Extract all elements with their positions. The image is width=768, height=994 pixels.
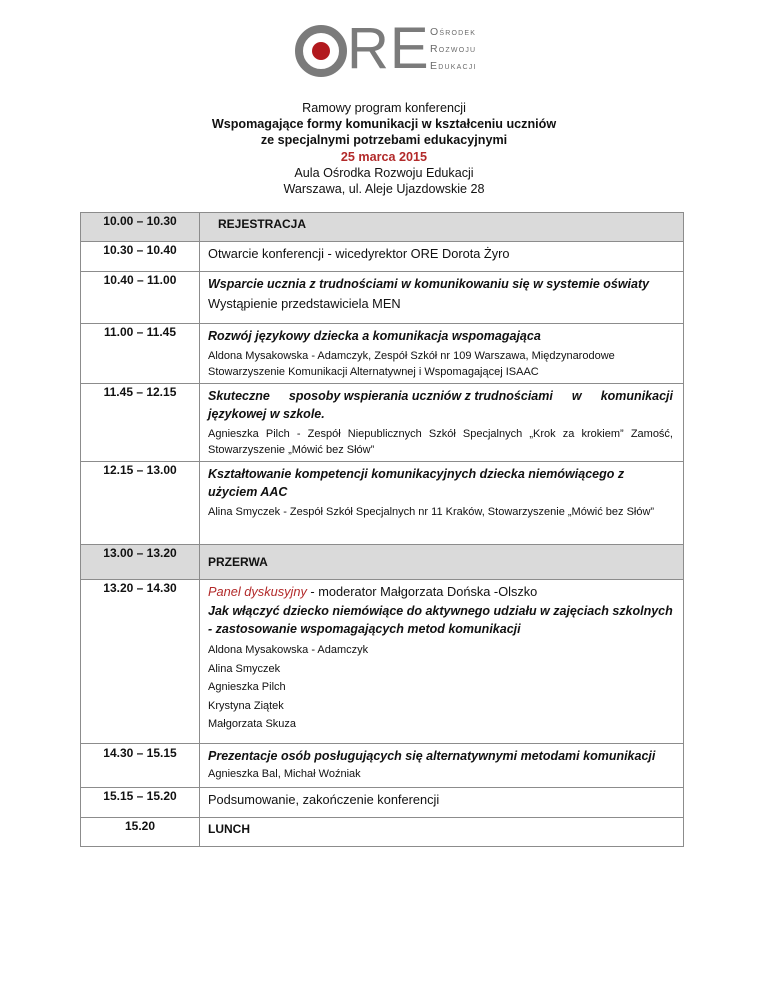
table-row [81,462,684,545]
time-cell: 10.40 – 11.00 [81,272,200,324]
table-row [81,384,684,462]
heading-line-1: Ramowy program konferencji [302,101,466,115]
time-cell: 13.20 – 14.30 [81,580,200,744]
time-cell: 12.15 – 13.00 [81,462,200,545]
program-table [80,212,684,847]
session-label: REJESTRACJA [218,217,307,231]
session-title-word: komunikacji [600,389,673,403]
session-title: Kształtowanie kompetencji komunikacyjnych dziecka niemówiącego z użyciem AAC [208,467,625,499]
panelist: Alina Smyczek [208,662,281,675]
conference-title-line-1: Wspomagające formy komunikacji w kształceniu uczniów [211,117,557,132]
time-cell: 10.00 – 10.30 [81,213,200,242]
session-title: Prezentacje osób posługujących się alternatywnymi metodami komunikacji [208,749,656,763]
session-title: Wsparcie ucznia z trudnościami w komunikowaniu się w systemie oświaty [208,277,650,291]
table-row [81,818,684,847]
conference-venue: Aula Ośrodka Rozwoju Edukacji [294,165,474,180]
session-label: Otwarcie konferencji - wicedyrektor ORE Dorota Żyro [208,246,510,261]
session-speaker: Agnieszka Bal, Michał Woźniak [208,768,361,780]
panel-label: Panel dyskusyjny [208,584,307,599]
description-cell [200,272,684,324]
time-cell: 13.00 – 13.20 [81,545,200,580]
table-row [81,272,684,324]
table-row [81,324,684,384]
session-label: LUNCH [208,822,250,836]
session-title-word: w [571,389,582,403]
logo-word-3: Edukacji [430,60,477,72]
panelist: Agnieszka Pilch [208,681,286,693]
session-title [208,387,673,405]
panelist: Krystyna Ziątek [208,699,284,712]
time-cell: 15.20 [81,818,200,847]
table-row [81,788,684,818]
table-row [81,242,684,272]
time-cell: 11.45 – 12.15 [81,384,200,462]
logo-word-1: Ośrodek [430,26,477,38]
time-cell: 15.15 – 15.20 [81,788,200,818]
panelist-list [208,641,673,734]
description-cell [200,242,684,272]
session-title-word: Skuteczne [208,389,270,403]
ore-logo-mark-icon [294,24,348,78]
ore-logo [294,16,494,81]
description-cell [200,213,684,242]
session-label: PRZERWA [208,555,268,569]
panelist: Małgorzata Skuza [208,718,297,730]
description-cell [200,744,684,788]
description-cell [200,580,684,744]
table-row [81,213,684,242]
description-cell [200,545,684,580]
session-title: Rozwój językowy dziecka a komunikacja wspomagająca [208,329,541,343]
time-cell: 14.30 – 15.15 [81,744,200,788]
table-row [81,580,684,744]
logo-word-2: Rozwoju [430,43,477,55]
panel-heading [208,583,673,600]
panel-moderator: - moderator Małgorzata Dońska -Olszko [306,584,538,599]
description-cell [200,324,684,384]
session-speaker: Agnieszka Pilch - Zespół Niepublicznych Szkół Specjalnych „Krok za krokiem” Zamość, Stowarzyszenie „Mówić bez Słów” [208,428,673,456]
session-title: Jak włączyć dziecko niemówiące do aktywnego udziału w zajęciach szkolnych - zastosowanie wspomagających metod komunikacji [208,604,673,636]
description-cell [200,462,684,545]
logo-words [430,24,477,75]
time-cell: 11.00 – 11.45 [81,324,200,384]
session-title-line-2: językowej w szkole. [208,407,325,421]
description-cell [200,788,684,818]
table-row [81,545,684,580]
conference-address: Warszawa, ul. Aleje Ujazdowskie 28 [283,182,485,197]
panelist: Aldona Mysakowska - Adamczyk [208,644,369,656]
session-title-word: sposoby wspierania uczniów z trudnościami [288,389,553,403]
time-cell: 10.30 – 10.40 [81,242,200,272]
session-speaker: Wystąpienie przedstawiciela MEN [208,296,401,311]
conference-date: 25 marca 2015 [340,149,428,164]
session-speaker: Aldona Mysakowska - Adamczyk, Zespół Szkół nr 109 Warszawa, Międzynarodowe Stowarzyszenie Komunikacji Alternatywnej i Wspomagającej ISAAC [208,350,615,378]
description-cell [200,384,684,462]
session-label: Podsumowanie, zakończenie konferencji [208,792,440,807]
description-cell [200,818,684,847]
conference-title-line-2: ze specjalnymi potrzebami edukacyjnymi [260,133,508,148]
logo-letters: RE [347,16,430,81]
document-heading [0,100,768,197]
session-speaker: Alina Smyczek - Zespół Szkół Specjalnych nr 11 Kraków, Stowarzyszenie „Mówić bez Słów” [208,506,655,518]
table-row [81,744,684,788]
